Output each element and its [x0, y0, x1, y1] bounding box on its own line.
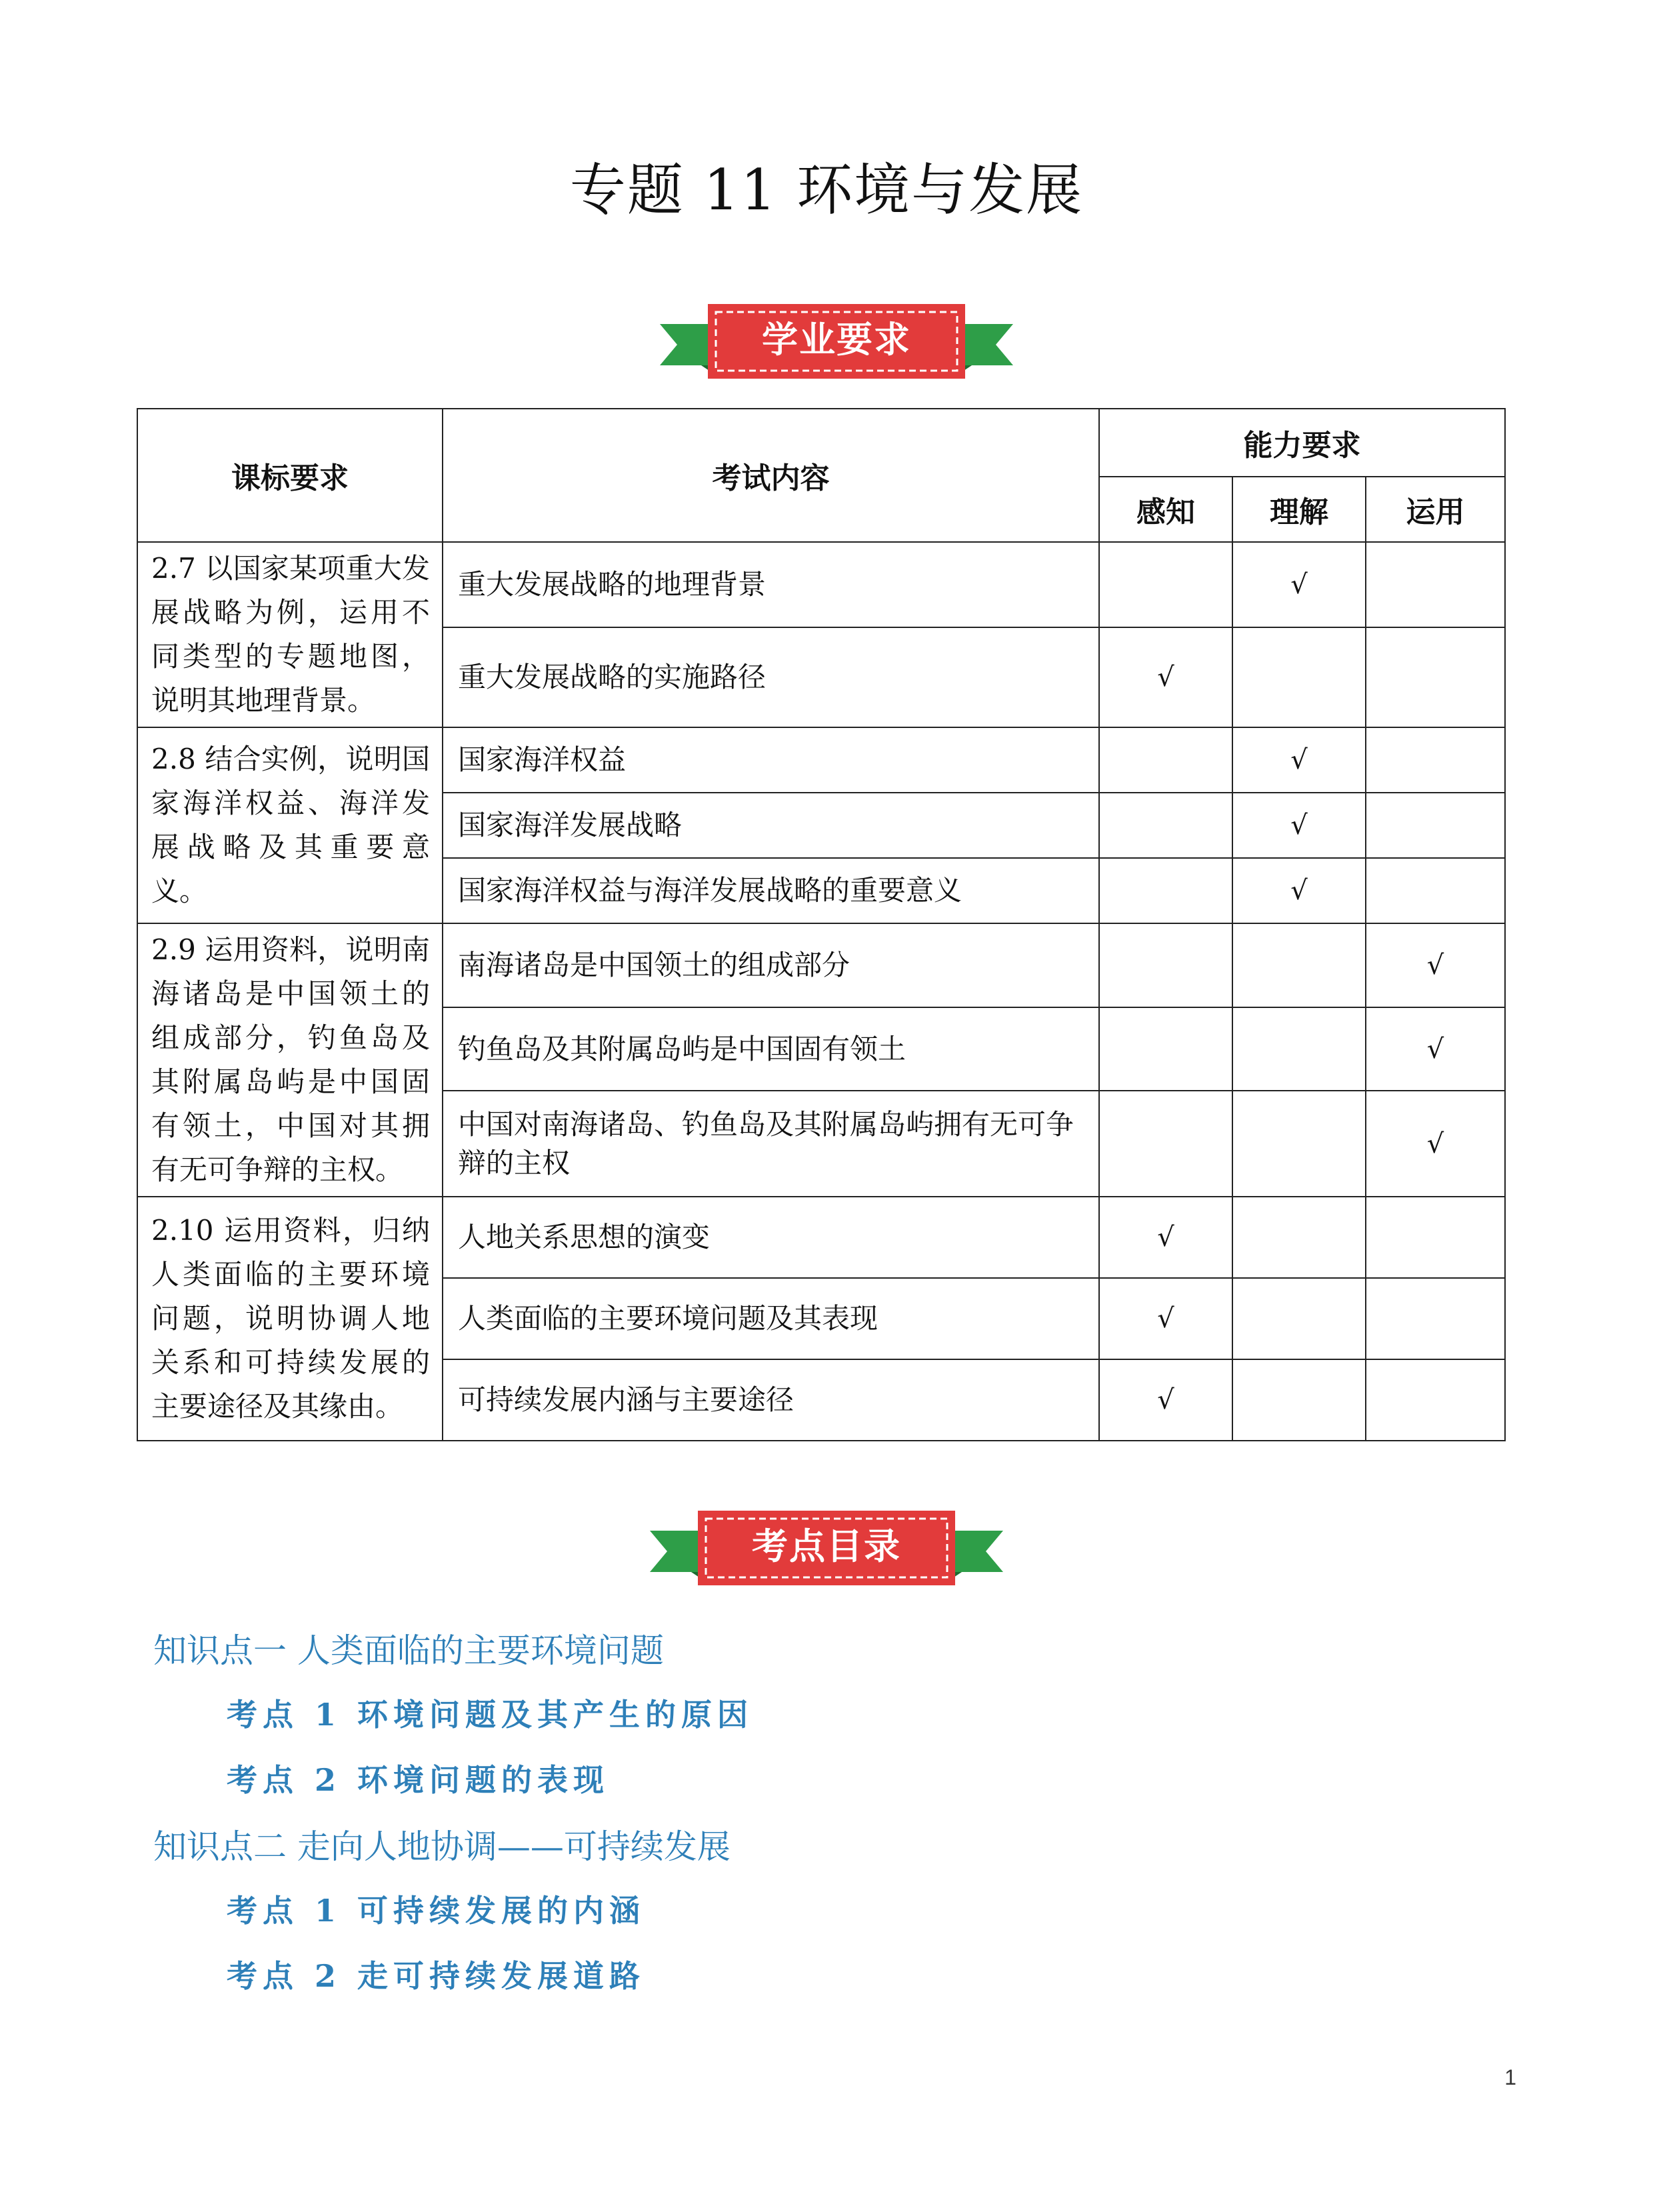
header-content: 考试内容: [443, 409, 1099, 542]
apply-check-cell: √: [1366, 1091, 1505, 1197]
perceive-check-cell: √: [1099, 1197, 1232, 1278]
toc-knowledge-point[interactable]: 知识点一 人类面临的主要环境问题: [153, 1631, 664, 1670]
apply-check-cell: [1366, 1359, 1505, 1441]
toc-exam-point[interactable]: 考点 1 环境问题及其产生的原因: [227, 1697, 754, 1733]
perceive-check-cell: √: [1099, 1278, 1232, 1359]
understand-check-cell: √: [1232, 858, 1366, 923]
toc-exam-point[interactable]: 考点 1 可持续发展的内涵: [227, 1893, 646, 1929]
toc-exam-point[interactable]: 考点 2 环境问题的表现: [227, 1762, 610, 1798]
header-standard: 课标要求: [137, 409, 443, 542]
exam-content-cell: 钓鱼岛及其附属岛屿是中国固有领土: [443, 1007, 1099, 1091]
section-banner-academic-requirements: [660, 299, 1013, 385]
table-row: [137, 923, 1505, 1007]
understand-check-cell: [1232, 1007, 1366, 1091]
exam-content-cell: 重大发展战略的地理背景: [443, 542, 1099, 627]
apply-check-cell: [1366, 858, 1505, 923]
perceive-check-cell: √: [1099, 627, 1232, 727]
curriculum-standard-cell: 2.7 以国家某项重大发展战略为例，运用不同类型的专题地图，说明其地理背景。: [137, 542, 443, 727]
banner-label: 考点目录: [752, 1525, 901, 1567]
curriculum-standard-cell: 2.8 结合实例，说明国家海洋权益、海洋发展战略及其重要意义。: [137, 727, 443, 923]
curriculum-standard-cell: 2.9 运用资料，说明南海诸岛是中国领土的组成部分，钓鱼岛及其附属岛屿是中国固有领土，中国对其拥有无可争辩的主权。: [137, 923, 443, 1197]
understand-check-cell: [1232, 1359, 1366, 1441]
header-ability: 能力要求: [1099, 409, 1505, 477]
curriculum-standard-cell: 2.10 运用资料，归纳人类面临的主要环境问题，说明协调人地关系和可持续发展的主要途径及其缘由。: [137, 1197, 443, 1441]
exam-content-cell: 南海诸岛是中国领土的组成部分: [443, 923, 1099, 1007]
section-banner-exam-points: [650, 1505, 1003, 1592]
exam-content-cell: 人类面临的主要环境问题及其表现: [443, 1278, 1099, 1359]
requirements-table: [137, 408, 1506, 1441]
understand-check-cell: √: [1232, 542, 1366, 627]
apply-check-cell: [1366, 793, 1505, 858]
perceive-check-cell: [1099, 858, 1232, 923]
toc-exam-point[interactable]: 考点 2 走可持续发展道路: [227, 1958, 646, 1994]
exam-content-cell: 中国对南海诸岛、钓鱼岛及其附属岛屿拥有无可争辩的主权: [443, 1091, 1099, 1197]
apply-check-cell: [1366, 1197, 1505, 1278]
perceive-check-cell: [1099, 727, 1232, 793]
page-number: 1: [1504, 2065, 1516, 2089]
apply-check-cell: √: [1366, 923, 1505, 1007]
perceive-check-cell: [1099, 1007, 1232, 1091]
toc-knowledge-point[interactable]: 知识点二 走向人地协调——可持续发展: [153, 1827, 731, 1866]
page-title: 专题 11 环境与发展: [569, 157, 1084, 223]
apply-check-cell: [1366, 1278, 1505, 1359]
perceive-check-cell: [1099, 1091, 1232, 1197]
apply-check-cell: [1366, 627, 1505, 727]
header-apply: 运用: [1366, 477, 1505, 542]
banner-label: 学业要求: [762, 319, 911, 361]
exam-content-cell: 国家海洋权益: [443, 727, 1099, 793]
header-understand: 理解: [1232, 477, 1366, 542]
understand-check-cell: [1232, 627, 1366, 727]
understand-check-cell: [1232, 1278, 1366, 1359]
header-perceive: 感知: [1099, 477, 1232, 542]
apply-check-cell: [1366, 542, 1505, 627]
perceive-check-cell: [1099, 923, 1232, 1007]
understand-check-cell: [1232, 1197, 1366, 1278]
perceive-check-cell: √: [1099, 1359, 1232, 1441]
table-row: [137, 1197, 1505, 1278]
perceive-check-cell: [1099, 793, 1232, 858]
exam-content-cell: 国家海洋发展战略: [443, 793, 1099, 858]
apply-check-cell: √: [1366, 1007, 1505, 1091]
understand-check-cell: √: [1232, 727, 1366, 793]
exam-content-cell: 国家海洋权益与海洋发展战略的重要意义: [443, 858, 1099, 923]
exam-content-cell: 人地关系思想的演变: [443, 1197, 1099, 1278]
apply-check-cell: [1366, 727, 1505, 793]
exam-content-cell: 重大发展战略的实施路径: [443, 627, 1099, 727]
understand-check-cell: [1232, 1091, 1366, 1197]
perceive-check-cell: [1099, 542, 1232, 627]
understand-check-cell: √: [1232, 793, 1366, 858]
exam-content-cell: 可持续发展内涵与主要途径: [443, 1359, 1099, 1441]
understand-check-cell: [1232, 923, 1366, 1007]
table-row: [137, 727, 1505, 793]
table-row: [137, 542, 1505, 627]
